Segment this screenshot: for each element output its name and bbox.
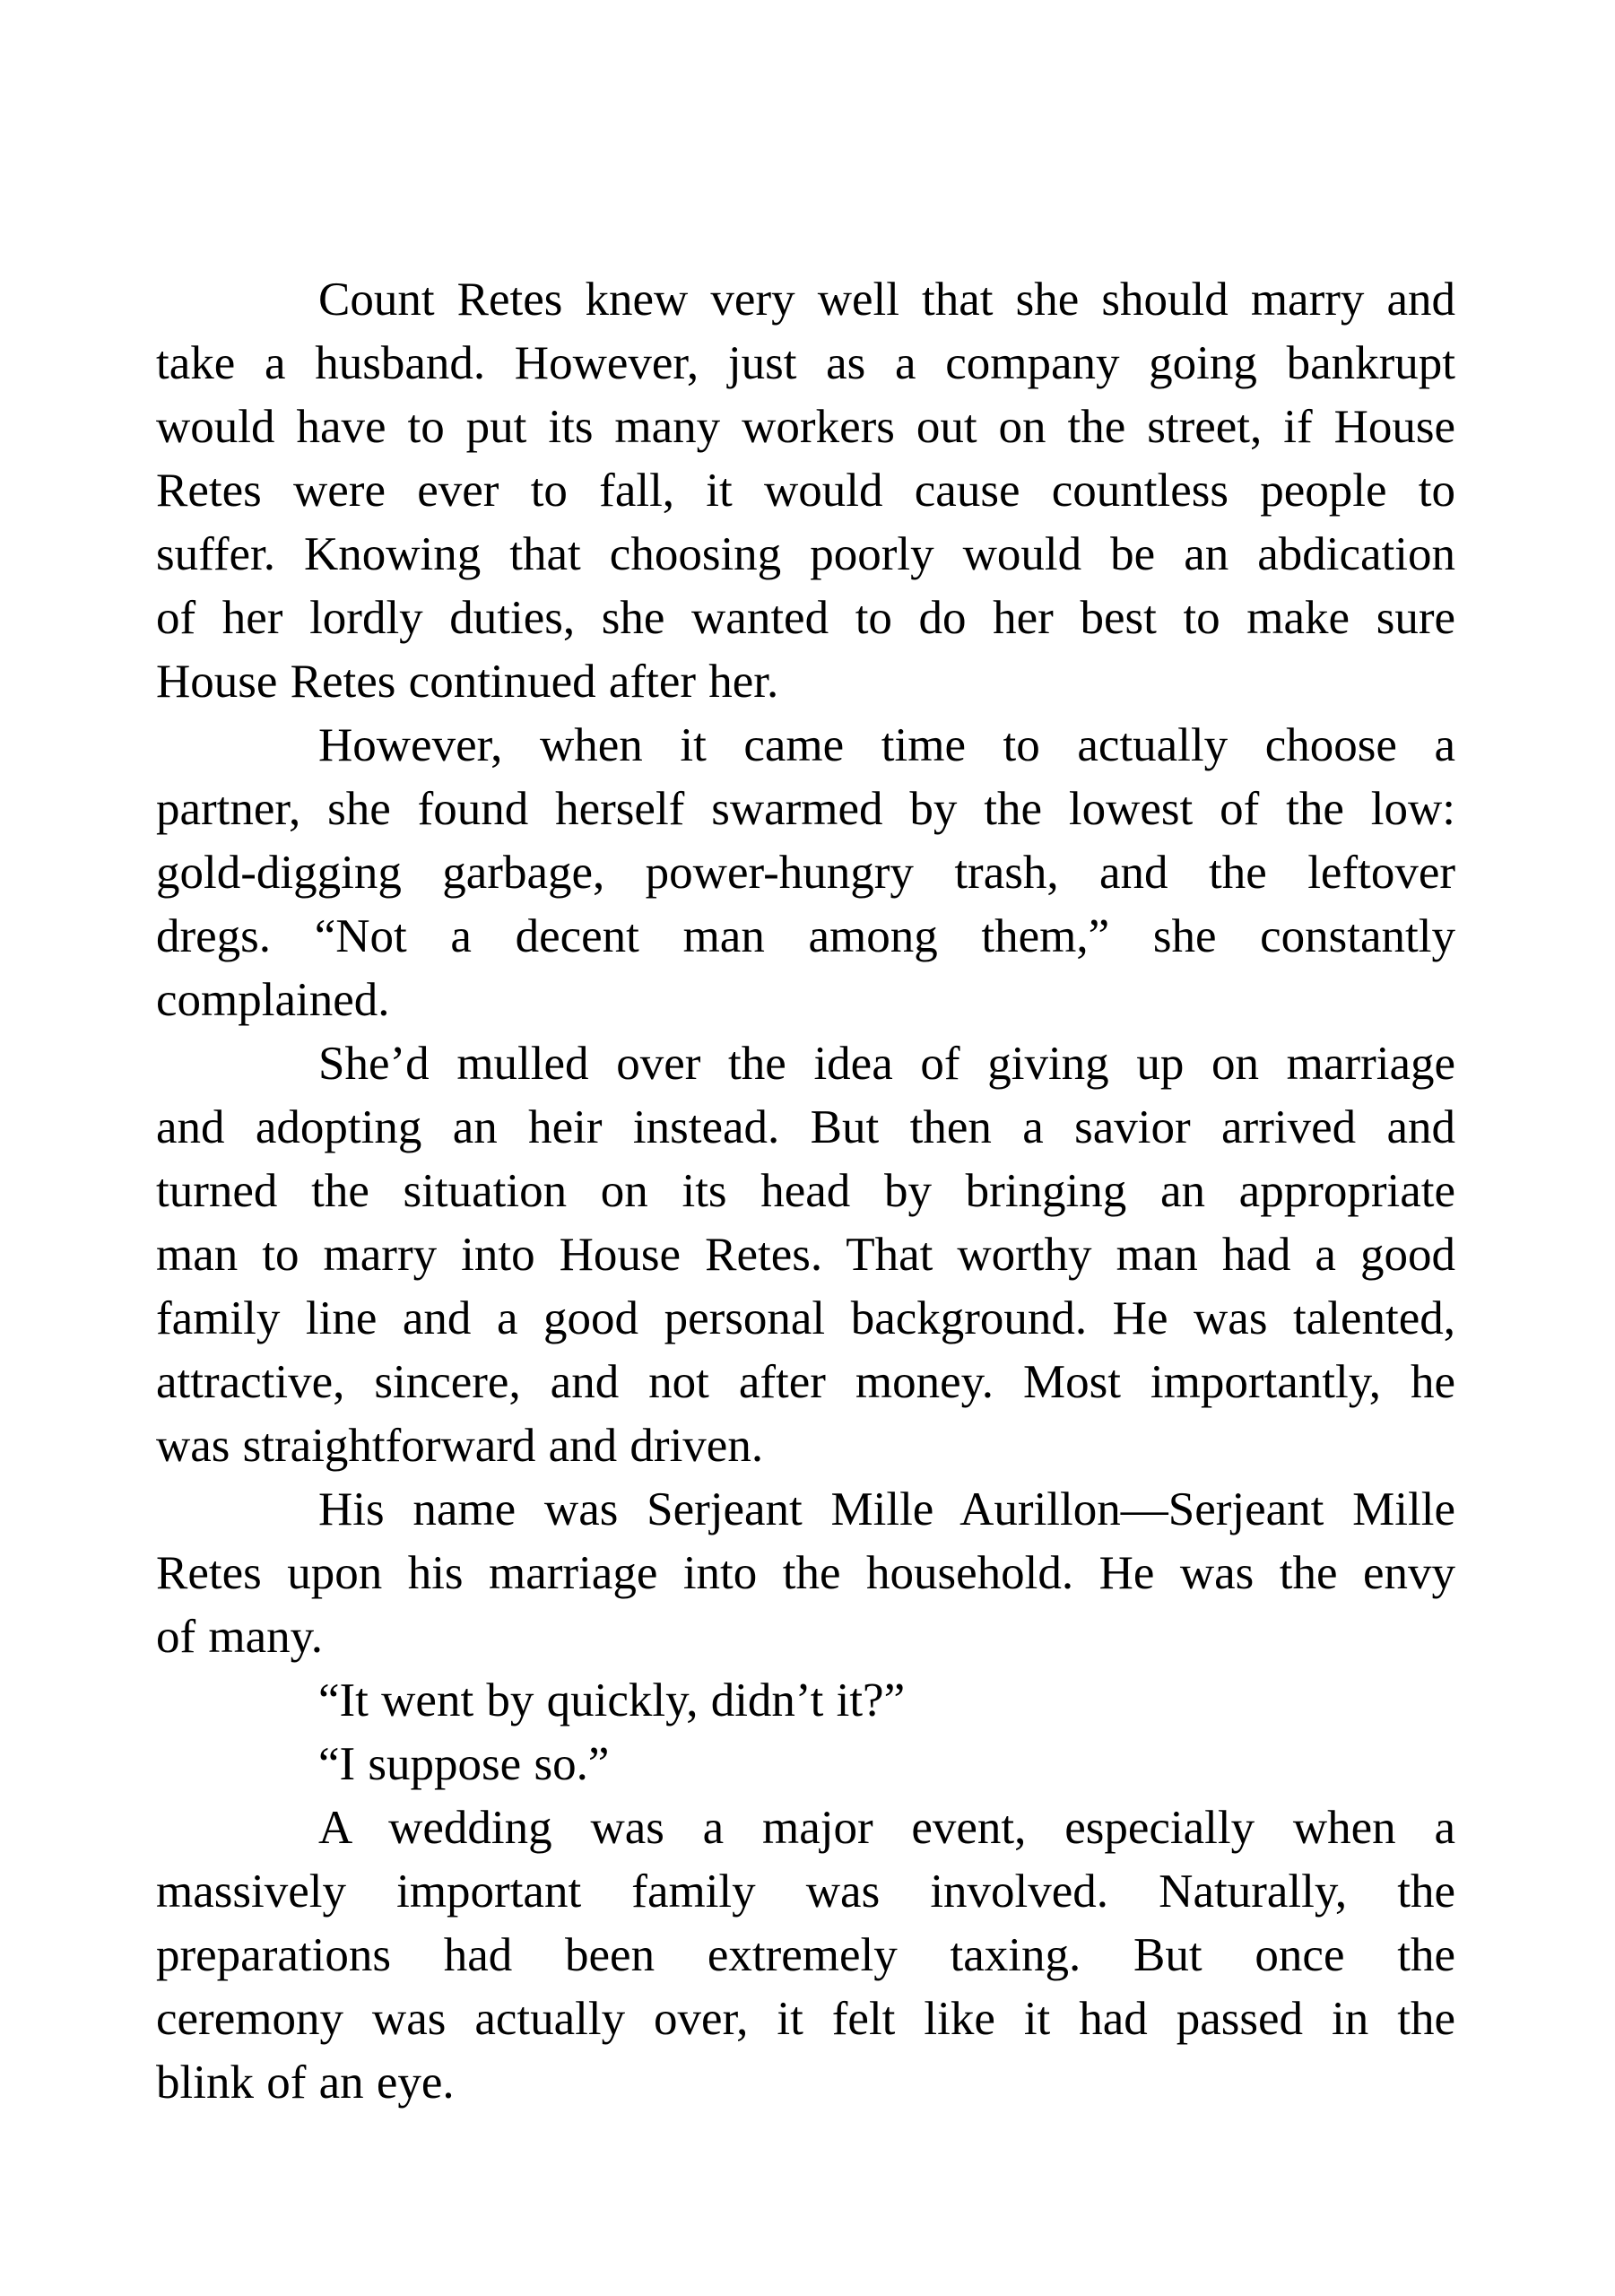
paragraph bbox=[156, 1733, 1455, 1796]
paragraph bbox=[156, 1669, 1455, 1733]
text-line: and adopting an heir instead. But then a savior arrived and bbox=[156, 1101, 1455, 1153]
paragraph bbox=[156, 714, 1455, 1032]
text-line: “It went by quickly, didn’t it?” bbox=[318, 1674, 906, 1726]
text-line: family line and a good personal background. He was talented, bbox=[156, 1292, 1455, 1344]
text-line: was straightforward and driven. bbox=[156, 1420, 764, 1472]
text-line: suffer. Knowing that choosing poorly would be an abdication bbox=[156, 528, 1455, 580]
text-line: A wedding was a major event, especially when a bbox=[318, 1802, 1455, 1854]
paragraph bbox=[156, 1478, 1455, 1669]
text-line: gold-digging garbage, power-hungry trash, and the leftover bbox=[156, 847, 1455, 899]
text-line: dregs. “Not a decent man among them,” she constantly bbox=[156, 910, 1455, 962]
paragraph bbox=[156, 1796, 1455, 2115]
text-line: man to marry into House Retes. That worthy man had a good bbox=[156, 1229, 1455, 1281]
text-line: blink of an eye. bbox=[156, 2057, 455, 2109]
text-line: would have to put its many workers out on the street, if House bbox=[156, 401, 1455, 453]
text-line: take a husband. However, just as a company going bankrupt bbox=[156, 337, 1455, 389]
text-line: Retes upon his marriage into the household. He was the envy bbox=[156, 1547, 1455, 1599]
text-line: massively important family was involved. Naturally, the bbox=[156, 1866, 1455, 1918]
text-line: However, when it came time to actually choose a bbox=[318, 719, 1455, 771]
text-line: She’d mulled over the idea of giving up on marriage bbox=[318, 1038, 1455, 1090]
text-line: Count Retes knew very well that she should marry and bbox=[318, 274, 1455, 326]
text-line: “I suppose so.” bbox=[318, 1738, 610, 1790]
text-line: of many. bbox=[156, 1611, 323, 1663]
text-line: preparations had been extremely taxing. But once the bbox=[156, 1929, 1455, 1981]
text-line: partner, she found herself swarmed by the lowest of the low: bbox=[156, 783, 1455, 835]
text-line: of her lordly duties, she wanted to do her best to make sure bbox=[156, 592, 1455, 644]
text-line: ceremony was actually over, it felt like it had passed in the bbox=[156, 1993, 1455, 2045]
paragraph bbox=[156, 1032, 1455, 1478]
text-line: complained. bbox=[156, 974, 390, 1026]
paragraph bbox=[156, 268, 1455, 714]
text-line: His name was Serjeant Mille Aurillon—Serjeant Mille bbox=[318, 1483, 1455, 1535]
text-block bbox=[156, 268, 1455, 2115]
text-line: Retes were ever to fall, it would cause countless people to bbox=[156, 465, 1455, 517]
text-line: House Retes continued after her. bbox=[156, 656, 779, 708]
text-line: turned the situation on its head by bringing an appropriate bbox=[156, 1165, 1455, 1217]
text-line: attractive, sincere, and not after money. Most importantly, he bbox=[156, 1356, 1455, 1408]
